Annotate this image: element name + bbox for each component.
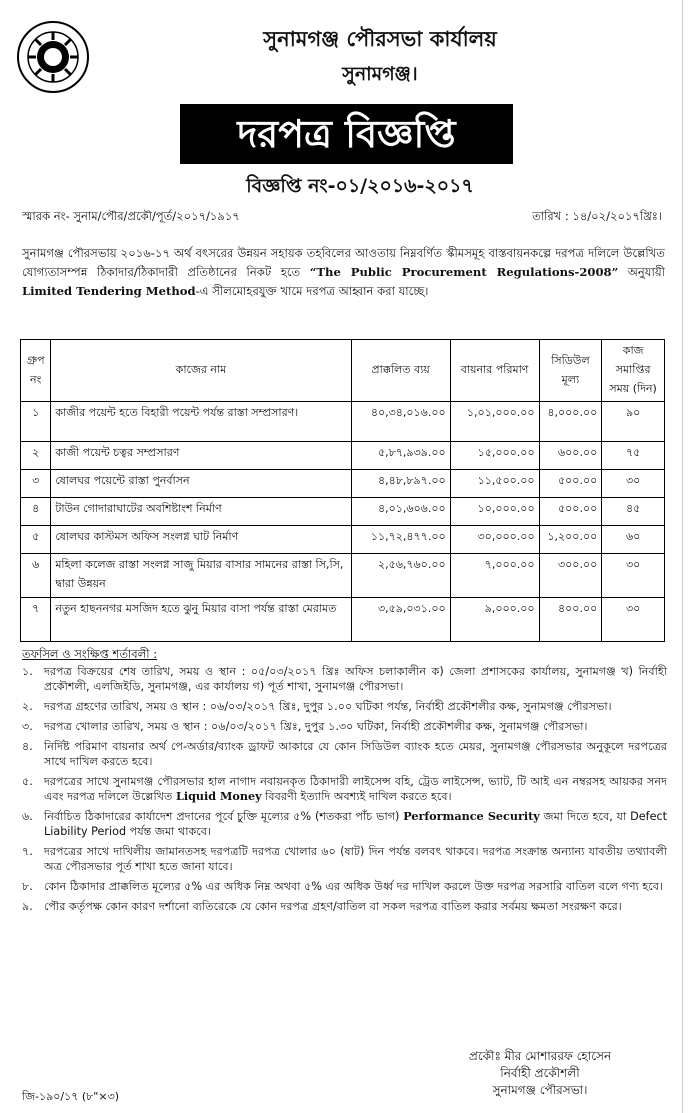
term-text-main: কোন ঠিকাদার প্রাক্কলিত মূল্যের ৫% এর অধিক নিম্ন অথবা ৫% এর অধিক উর্ধ্ব দর দাখিল করলে উক্ত দরপত্র সরসারি বাতিল বলে গণ্য হবে।	[44, 880, 664, 893]
municipality-seal-icon	[16, 20, 90, 94]
term-text	[44, 719, 667, 734]
list-item	[22, 844, 667, 874]
term-text-main: দরপত্র গ্রহণের তারিখ, সময় ও স্থান : ০৬/০৩/২০১৭ খ্রিঃ, দুপুর ১.০০ ঘটিকা পর্যন্ত, নির্বাহী প্রকৌশলীর কক্ষ, সুনামগঞ্জ পৌরসভা।	[44, 700, 612, 713]
cell-cost: ১১,৭২,৪৭৭.০০	[351, 526, 450, 554]
cell-earnest: ১,০১,০০০.০০	[450, 402, 539, 442]
cell-no: ৭	[21, 598, 51, 642]
page-edge	[682, 0, 696, 1113]
list-item	[22, 699, 667, 714]
list-item	[22, 739, 667, 769]
cell-name: নতুন হাছননগর মসজিদ হতে ঝুনু মিয়ার বাসা পর্যন্ত রাস্তা মেরামত	[51, 598, 351, 642]
cell-no: ৫	[21, 526, 51, 554]
term-text-main: নির্দিষ্ট পরিমাণ বায়নার অর্থ পে-অর্ডার/ব্যাংক ড্রাফট আকারে যে কোন সিডিউল ব্যাংক হতে মেয়র, সুনামগঞ্জ পৌরসভার অনুকূলে দরপত্রের সাথে দাখিল করতে হবে।	[44, 740, 667, 768]
cell-days: ৬০	[602, 526, 665, 554]
table-row	[21, 598, 665, 642]
term-number: ৪.	[22, 740, 33, 753]
cell-name: টাউন গোদারাঘাটের অবশিষ্টাংশ নির্মাণ	[51, 498, 351, 526]
term-text	[44, 739, 667, 769]
office-name: সুনামগঞ্জ পৌরসভা কার্যালয়	[263, 27, 497, 51]
ad-code: জি-১৯০/১৭ (৮"×৩)	[22, 1090, 120, 1103]
term-number: ৬.	[22, 810, 33, 823]
cell-earnest: ১৫,০০০.০০	[450, 442, 539, 470]
cell-name: মহিলা কলেজ রাস্তা সংলগ্ন সাজু মিয়ার বাসার সামনের রাস্তা সি,সি, দ্বারা উন্নয়ন	[51, 554, 351, 598]
cell-no: ৬	[21, 554, 51, 598]
table-header-row	[21, 340, 665, 402]
cell-cost: ৪,৪৮,৮৯৭.০০	[351, 470, 450, 498]
cell-days: ৭৫	[602, 442, 665, 470]
cell-days: ৩০	[602, 598, 665, 642]
list-item	[22, 664, 667, 694]
cell-days: ৯০	[602, 402, 665, 442]
term-text	[44, 664, 667, 694]
cell-schedule: ৪,০০০.০০	[539, 402, 602, 442]
table-row	[21, 442, 665, 470]
cell-schedule: ৪০০.০০	[539, 598, 602, 642]
intro-text-3: -এ সীলমোহরযুক্ত খামে দরপত্র আহ্বান করা যাচ্ছে।	[195, 284, 429, 298]
cell-cost: ৪,০১,৬০৬.০০	[351, 498, 450, 526]
signatory-name: প্রকৌঃ মীর মোশাররফ হোসেন	[468, 1049, 612, 1063]
term-text	[44, 879, 667, 894]
cell-days: ৩০	[602, 470, 665, 498]
notice-banner: দরপত্র বিজ্ঞপ্তি	[180, 104, 513, 164]
table-row	[21, 554, 665, 598]
cell-no: ২	[21, 442, 51, 470]
signature-block	[420, 1048, 660, 1099]
table-row	[21, 526, 665, 554]
cell-no: ৪	[21, 498, 51, 526]
signatory-office: সুনামগঞ্জ পৌরসভা।	[492, 1083, 588, 1097]
term-text-main: পৌর কর্তৃপক্ষ কোন কারণ দর্শানো ব্যতিরেকে যে কোন দরপত্র গ্রহণ/বাতিল বা সকল দরপত্র বাতিল করার সর্বময় ক্ষমতা সংরক্ষণ করে।	[44, 900, 622, 913]
cell-name: কাজী পয়েন্ট চত্বর সম্প্রসারণ	[51, 442, 351, 470]
term-number: ৫.	[22, 775, 33, 788]
intro-text-1: সুনামগঞ্জ পৌরসভায় ২০১৬-১৭ অর্থ বৎসরের উন্নয়ন সহায়ক তহবিলের আওতায় নিম্নবর্ণিত স্কীমসমূহ বাস্তবায়নকল্পে দরপত্র দলিলে উল্লেখিত যোগ্যতাসম্পন্ন ঠিকাদার/ঠিকাদারী প্রতিষ্ঠানের নিকট হতে	[22, 246, 665, 279]
term-text-bold: Liquid Money	[175, 789, 262, 803]
term-number: ৯.	[22, 900, 33, 913]
term-number: ৮.	[22, 880, 33, 893]
table-row	[21, 498, 665, 526]
term-text	[44, 844, 667, 874]
cell-schedule: ৩০০.০০	[539, 554, 602, 598]
intro-text-2: অনুযায়ী	[618, 265, 665, 279]
cell-schedule: ৬০০.০০	[539, 442, 602, 470]
notice-number: বিজ্ঞপ্তি নং-০১/২০১৬-২০১৭	[246, 175, 474, 197]
term-number: ১.	[22, 665, 33, 678]
terms-title: তফসিল ও সংক্ষিপ্ত শর্তাবলী :	[22, 647, 158, 661]
table-row	[21, 470, 665, 498]
cell-earnest: ১০,০০০.০০	[450, 498, 539, 526]
list-item	[22, 719, 667, 734]
cell-name: ষোলঘর পয়েন্টে রাস্তা পুনর্বাসন	[51, 470, 351, 498]
term-text-main: দরপত্র খোলার তারিখ, সময় ও স্থান : ০৬/০৩/২০১৭ খ্রিঃ, দুপুর ১.৩০ ঘটিকা, নির্বাহী প্রকৌশলীর কক্ষ, সুনামগঞ্জ পৌরসভা।	[44, 720, 588, 733]
header-schedule-price: সিডিউল মূল্য	[539, 340, 602, 402]
cell-cost: ৩,৫৯,০৩১.০০	[351, 598, 450, 642]
header-completion-days: কাজ সমাপ্তির সময় (দিন)	[602, 340, 665, 402]
list-item	[22, 899, 667, 914]
term-text-main: দরপত্র বিক্রয়ের শেষ তারিখ, সময় ও স্থান : ০৫/০৩/২০১৭ খ্রিঃ অফিস চলাকালীন ক) জেলা প্রশাসকের কার্যালয়, সুনামগঞ্জ খ) নির্বাহী প্রকৌশলী, এলজিইডি, সুনামগঞ্জ, এর কার্যালয় গ) পূর্ত শাখা, সুনামগঞ্জ পৌরসভা।	[44, 665, 667, 693]
cell-name: ষোলঘর কাস্টমস অফিস সংলগ্ন ঘাট নির্মাণ	[51, 526, 351, 554]
cell-days: ৩০	[602, 554, 665, 598]
list-item	[22, 879, 667, 894]
term-text	[44, 899, 667, 914]
cell-cost: ৪০,৩৪,০১৬.০০	[351, 402, 450, 442]
cell-days: ৪৫	[602, 498, 665, 526]
term-text-main: দরপত্রের সাথে সুনামগঞ্জ পৌরসভার হাল নাগাদ নবায়নকৃত ঠিকাদারী লাইসেন্স বহি, ট্রেড লাইসেন্স, ভ্যাট, টি আই এন নম্বরসহ আয়কর সনদ এবং দরপত্র দলিলে উল্লেখিত	[44, 775, 667, 803]
works-table	[20, 339, 665, 642]
term-text-main: নির্বাচিত ঠিকাদারের কার্যাদেশ প্রদানের পূর্বে চুক্তি মূল্যের ৫% (শতকরা পাঁচ ভাগ)	[44, 810, 404, 823]
cell-cost: ৫,৮৭,৯৩৯.০০	[351, 442, 450, 470]
cell-no: ৩	[21, 470, 51, 498]
intro-regulation: “The Public Procurement Regulations-2008”	[309, 265, 619, 279]
term-text-main: দরপত্রের সাথে দাখিলীয় জামানতসহ দরপত্রটি দরপত্র খোলার ৬০ (ষাট) দিন পর্যন্ত বলবৎ থাকবে। দরপত্র সংক্রান্ত অন্যান্য যাবতীয় তথ্যাবলী অত্র পৌরসভার পূর্ত শাখা হতে জানা যাবে।	[44, 845, 667, 873]
term-text	[44, 774, 667, 804]
notice-date: তারিখ : ১৪/০২/২০১৭খ্রিঃ।	[532, 209, 662, 223]
header-earnest-money: বায়নার পরিমাণ	[450, 340, 539, 402]
header-group-no: গ্রুপ নং	[21, 340, 51, 402]
term-number: ২.	[22, 700, 33, 713]
cell-schedule: ৫০০.০০	[539, 498, 602, 526]
term-number: ৭.	[22, 845, 33, 858]
term-text	[44, 809, 667, 839]
term-number: ৩.	[22, 720, 33, 733]
header-work-name: কাজের নাম	[51, 340, 351, 402]
cell-cost: ২,৫৬,৭৬০.০০	[351, 554, 450, 598]
term-text-after: জমা দিতে হবে, যা Defect Liability Period পর্যন্ত জমা থাকবে।	[44, 810, 668, 838]
term-text-bold: Performance Security	[403, 809, 540, 823]
intro-method: Limited Tendering Method	[22, 284, 196, 298]
cell-earnest: ৭,০০০.০০	[450, 554, 539, 598]
cell-no: ১	[21, 402, 51, 442]
cell-schedule: ১,২০০.০০	[539, 526, 602, 554]
cell-earnest: ৯,০০০.০০	[450, 598, 539, 642]
table-row	[21, 402, 665, 442]
list-item	[22, 809, 667, 839]
signatory-title: নির্বাহী প্রকৌশলী	[500, 1066, 580, 1080]
term-text-after: বিবরণী ইত্যাদি অবশ্যই দাখিল করতে হবে।	[261, 790, 452, 803]
memo-number: স্মারক নং- সুনাম/পৌর/প্রকৌ/পূর্ত/২০১৭/১৯১৭	[22, 209, 240, 223]
cell-name: কাজীর পয়েন্ট হতে বিহারী পয়েন্ট পর্যন্ত রাস্তা সম্প্রসারণ।	[51, 402, 351, 442]
term-text	[44, 699, 667, 714]
header-estimated-cost: প্রাক্কলিত ব্যয়	[351, 340, 450, 402]
cell-earnest: ৩০,০০০.০০	[450, 526, 539, 554]
office-place: সুনামগঞ্জ।	[342, 63, 418, 85]
cell-earnest: ১১,৫০০.০০	[450, 470, 539, 498]
list-item	[22, 774, 667, 804]
terms-list	[22, 664, 667, 919]
cell-schedule: ৫০০.০০	[539, 470, 602, 498]
intro-paragraph	[22, 244, 665, 301]
